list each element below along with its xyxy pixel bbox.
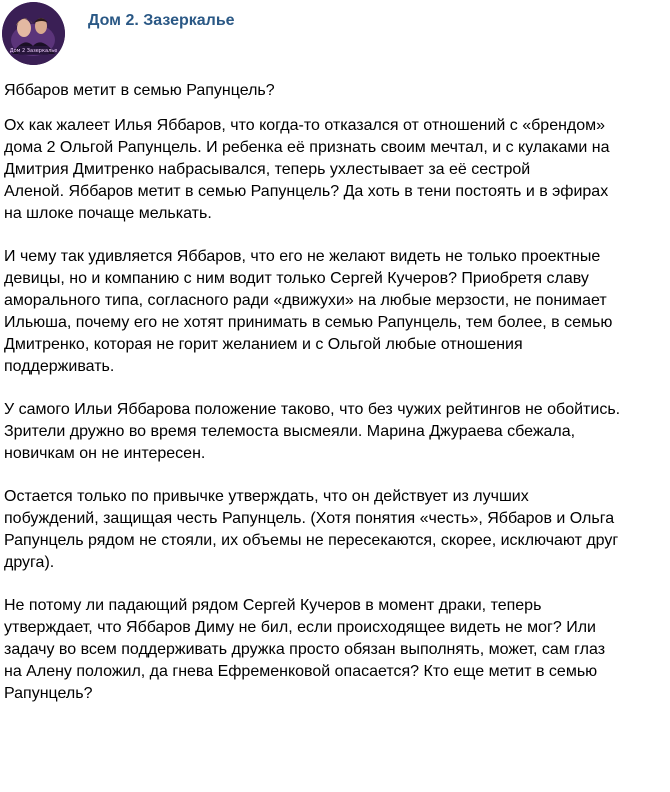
text-line: У самого Ильи Яббарова положение таково, что без чужих рейтингов не обойтись. <box>4 401 621 418</box>
text-line: Зрители дружно во время телемоста высмеяли. Марина Джураева сбежала, <box>4 423 576 440</box>
paragraph-3 <box>4 399 668 465</box>
group-name-link[interactable]: Дом 2. Зазеркалье <box>88 12 235 29</box>
post-title: Яббаров метит в семью Рапунцель? <box>4 82 275 99</box>
text-line: девицы, но и компанию с ним водит только Сергей Кучеров? Приобретя славу <box>4 270 589 287</box>
text-line: друга). <box>4 554 55 571</box>
group-avatar[interactable] <box>2 2 65 65</box>
post-header <box>0 0 670 70</box>
text-line: Аленой. Яббаров метит в семью Рапунцель? Да хоть в тени постоять и в эфирах <box>4 183 609 200</box>
paragraph-4 <box>4 486 668 574</box>
text-line: на Алену положил, да гнева Ефременковой опасается? Кто еще метит в семью <box>4 663 598 680</box>
text-line: на шлоке почаще мелькать. <box>4 205 212 222</box>
avatar-caption: Дом 2 Зазеркалье <box>9 48 58 54</box>
post-body <box>4 80 668 726</box>
text-line: Ильюша, почему его не хотят принимать в семью Рапунцель, тем более, в семью <box>4 314 613 331</box>
text-line: утверждает, что Яббаров Диму не бил, если происходящее видеть не мог? Или <box>4 619 596 636</box>
text-line: поддерживать. <box>4 358 115 375</box>
text-line: И чему так удивляется Яббаров, что его не желают видеть не только проектные <box>4 248 601 265</box>
paragraph-5 <box>4 595 668 705</box>
text-line: новичкам он не интересен. <box>4 445 206 462</box>
text-line: Дмитренко, которая не горит желанием и с Ольгой любые отношения <box>4 336 523 353</box>
text-line: Дмитрия Дмитренко набрасывался, теперь ухлестывает за её сестрой <box>4 161 531 178</box>
text-line: дома 2 Ольгой Рапунцель. И ребенка её признать своим мечтал, и с кулаками на <box>4 139 610 156</box>
text-line: Ох как жалеет Илья Яббаров, что когда-то отказался от отношений с «брендом» <box>4 117 606 134</box>
text-line: задачу во всем поддерживать дружка просто обязан выполнять, может, сам глаз <box>4 641 606 658</box>
text-line: побуждений, защищая честь Рапунцель. (Хотя понятия «честь», Яббаров и Ольга <box>4 510 615 527</box>
text-line: Остается только по привычке утверждать, что он действует из лучших <box>4 488 529 505</box>
paragraph-1 <box>4 115 668 225</box>
text-line: Не потому ли падающий рядом Сергей Кучеров в момент драки, теперь <box>4 597 542 614</box>
avatar-image <box>2 2 65 65</box>
text-line: Рапунцель рядом не стояли, их объемы не пересекаются, скорее, исключают друг <box>4 532 619 549</box>
paragraph-2 <box>4 246 668 378</box>
text-line: аморального типа, согласного ради «движухи» на любые мерзости, не понимает <box>4 292 607 309</box>
text-line: Рапунцель? <box>4 685 93 702</box>
